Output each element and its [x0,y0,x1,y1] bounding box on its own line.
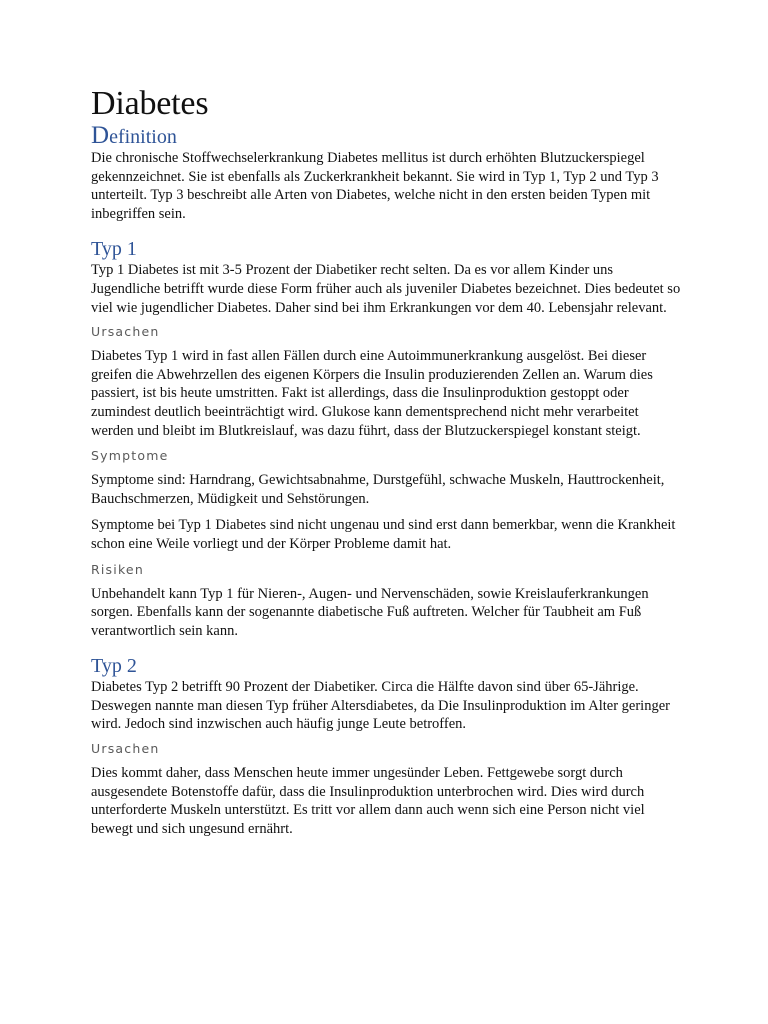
heading-definition-initial: D [91,122,110,149]
heading-typ-1: Typ 1 [91,238,137,261]
typ-1-risiken-text: Unbehandelt kann Typ 1 für Nieren-, Augen- und Nervenschäden, sowie Kreislauferkrankungen sorgen. Ebenfalls kann der sogenannte diabetische Fuß auftreten. Welcher für Taubheit am Fuß verantwortlich sein kann. [91,585,649,639]
typ-2-intro: Diabetes Typ 2 betrifft 90 Prozent der Diabetiker. Circa die Hälfte davon sind über 65-Jährige. Deswegen nannte man diesen Typ früher Altersdiabetes, da Die Insulinproduktion im Alter geringer wird. Jedoch sind inzwischen auch häufig junge Leute betroffen. [91,679,670,733]
document-title: Diabetes [91,85,209,122]
typ-1-symptome-text-1: Symptome sind: Harndrang, Gewichtsabnahme, Durstgefühl, schwache Muskeln, Hauttrockenheit, Bauchschmerzen, Müdigkeit und Sehstörungen. [91,472,665,507]
heading-definition [91,124,683,149]
typ-1-ursachen-text: Diabetes Typ 1 wird in fast allen Fällen durch eine Autoimmunerkrankung ausgelöst. Bei dieser greifen die Abwehrzellen des eigenen Körpers die Insulin produzierenden Zellen an. Warum dies passiert, ist bis heute umstritten. Fakt ist allerdings, dass die Insulinproduktion gestoppt oder zumindest deutlich beeinträchtigt wird. Glukose kann dementsprechend nicht mehr verarbeitet werden und bleibt im Blutkreislauf, was dazu führt, dass der Blutzuckerspiegel konstant steigt. [91,348,653,439]
subheading-typ-2-ursachen: Ursachen [91,741,160,757]
subheading-typ-1-risiken: Risiken [91,561,144,577]
heading-definition-rest: efinition [109,126,177,148]
typ-2-ursachen-text: Dies kommt daher, dass Menschen heute immer ungesünder Leben. Fettgewebe sorgt durch ausgesendete Botenstoffe dafür, dass die Insulinproduktion unterbrochen wird. Dies wird durch unterforderte Muskeln unterstützt. Es tritt vor allem dann auch wenn sich eine Person nicht viel bewegt und sich ungesund ernährt. [91,765,645,837]
typ-1-symptome-text-2: Symptome bei Typ 1 Diabetes sind nicht ungenau und sind erst dann bemerkbar, wenn die Krankheit schon eine Weile vorliegt und der Körper Probleme damit hat. [91,517,676,552]
definition-text: Die chronische Stoffwechselerkrankung Diabetes mellitus ist durch erhöhten Blutzuckerspiegel gekennzeichnet. Sie ist ebenfalls als Zuckerkrankheit bekannt. Sie wird in Typ 1, Typ 2 und Typ 3 unterteilt. Typ 3 beschreibt alle Arten von Diabetes, welche nicht in den ersten beiden Typen mit inbegriffen sein. [91,150,659,222]
subheading-typ-1-symptome: Symptome [91,448,169,464]
document-page [91,84,683,846]
typ-1-intro: Typ 1 Diabetes ist mit 3-5 Prozent der Diabetiker recht selten. Da es vor allem Kinder uns Jugendliche betrifft wurde diese Form früher auch als juveniler Diabetes bezeichnet. Dies bedeutet so viel wie jugendlicher Diabetes. Daher sind bei ihm Erkrankungen vor dem 40. Lebensjahr relevant. [91,262,681,316]
heading-typ-2: Typ 2 [91,655,137,678]
subheading-typ-1-ursachen: Ursachen [91,324,160,340]
